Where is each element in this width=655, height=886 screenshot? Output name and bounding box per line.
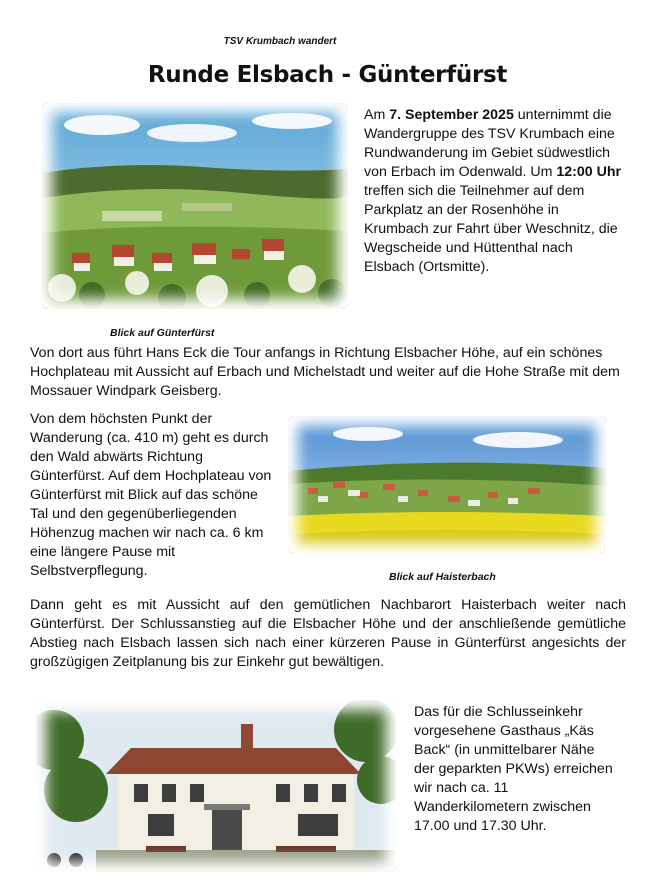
page-title: Runde Elsbach - Günterfürst <box>147 62 508 88</box>
intro-text-pre: Am <box>364 107 390 123</box>
photo-haisterbach <box>288 416 606 553</box>
intro-text-mid: unternimmt die Wandergruppe des TSV Krumbach eine Rundwanderung im Gebiet südwestlich von Erbach im Odenwald. Um <box>364 107 615 180</box>
paragraph-return: Dann geht es mit Aussicht auf den gemütlichen Nachbarort Haisterbach weiter nach Günterfürst. Der Schlussanstieg auf die Elsbacher Höhe und der anschließende gemütliche Abstieg nach Elsbach lassen sich nach einer kürzeren Pause in Günterfürst angesichts der großzügigen Zeitplanung bis zur Einkehr gut bewältigen. <box>30 597 626 670</box>
caption-haisterbach: Blick auf Haisterbach <box>389 571 496 583</box>
meeting-time: 12:00 Uhr <box>556 164 622 180</box>
intro-text-post: treffen sich die Teilnehmer auf dem Parkplatz an der Rosenhöhe in Krumbach zur Fahrt über Weschnitz, die Wegscheide und Hüttenthal nach Elsbach (Ortsmitte). <box>364 183 618 275</box>
photo-gasthaus <box>36 700 396 872</box>
paragraph-gasthaus: Das für die Schlusseinkehr vorgesehene Gasthaus „Käs Back“ (in unmittelbarer Nähe der geparkten PKWs) erreichen wir nach ca. 11 Wanderkilometern zwischen 17.00 und 17.30 Uhr. <box>414 704 613 834</box>
caption-guenterfuerst: Blick auf Günterfürst <box>110 327 215 339</box>
kicker-text: TSV Krumbach wandert <box>223 36 337 47</box>
paragraph-summit: Von dem höchsten Punkt der Wanderung (ca. 410 m) geht es durch den Wald abwärts Richtung Günterfürst. Auf dem Hochplateau von Günterfürst mit Blick auf das schöne Tal und den gegenüberliegenden Höhenzug machen wir nach ca. 6 km eine längere Pause mit Selbstverpflegung. <box>30 411 272 579</box>
paragraph-route-start: Von dort aus führt Hans Eck die Tour anfangs in Richtung Elsbacher Höhe, auf ein schönes Hochplateau mit Aussicht auf Erbach und Michelstadt und weiter auf die Hohe Straße mit dem Mossauer Windpark Geisberg. <box>30 345 620 399</box>
photo-guenterfuerst <box>42 103 348 309</box>
event-date: 7. September 2025 <box>389 107 514 123</box>
intro-paragraph <box>364 106 626 277</box>
